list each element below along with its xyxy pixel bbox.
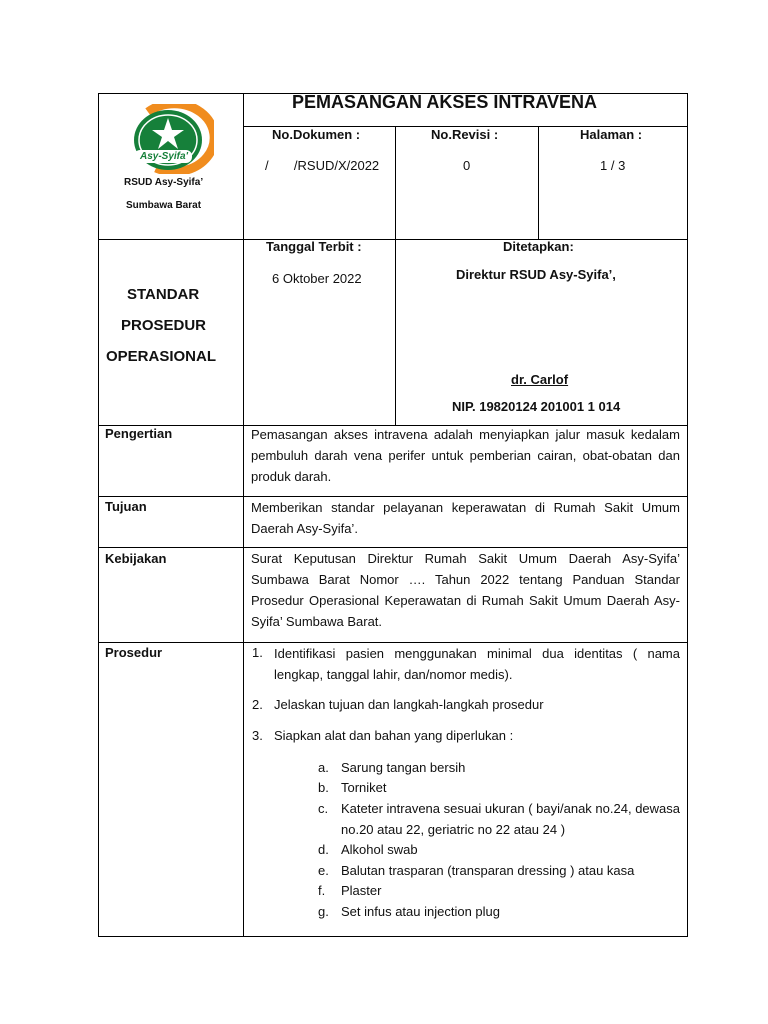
step-text: Siapkan alat dan bahan yang diperlukan : — [274, 728, 514, 743]
item-letter: g. — [318, 904, 329, 919]
ditetapkan-label: Ditetapkan: — [503, 239, 574, 254]
header-divider — [98, 239, 688, 240]
kebijakan-text: Surat Keputusan Direktur Rumah Sakit Umum Daerah Asy-Syifa’ Sumbawa Barat Nomor …. Tahun 2022 tentang Panduan Standar Prosedur Operasional Keperawatan di Rumah Sakit Umum Daerah Asy-Syifa’ Sumbawa Barat. — [251, 551, 680, 629]
item-letter: c. — [318, 801, 329, 816]
step-number: 1. — [252, 645, 263, 660]
halaman-value: 1 / 3 — [600, 158, 626, 173]
pengertian-label: Pengertian — [105, 426, 173, 441]
sop-label-line3: OPERASIONAL — [106, 348, 217, 365]
direktur-title: Direktur RSUD Asy-Syifa’, — [456, 267, 616, 282]
revisi-value: 0 — [463, 158, 471, 173]
revisi-halaman-divider — [538, 126, 539, 239]
doc-no-value: / /RSUD/X/2022 — [265, 158, 380, 173]
doc-revisi-divider — [395, 126, 396, 426]
sop-label-line2: PROSEDUR — [121, 317, 207, 334]
item-text: Kateter intravena sesuai ukuran ( bayi/anak no.24, dewasa no.20 atau 22, geriatric no 22 atau 24 ) — [341, 801, 680, 837]
org-name: RSUD Asy-Syifa’ — [124, 177, 204, 188]
prosedur-label: Prosedur — [105, 645, 163, 660]
signatory-nip: NIP. 19820124 201001 1 014 — [452, 399, 621, 414]
label-column-divider — [243, 93, 244, 937]
step-number: 2. — [252, 697, 263, 712]
halaman-label: Halaman : — [580, 127, 643, 142]
page-title: PEMASANGAN AKSES INTRAVENA — [292, 92, 598, 112]
step-text: Jelaskan tujuan dan langkah-langkah prosedur — [274, 697, 544, 712]
doc-no-label: No.Dokumen : — [272, 127, 361, 142]
table-border-left — [98, 93, 99, 937]
table-border-bottom — [98, 936, 688, 937]
step-number: 3. — [252, 728, 263, 743]
kebijakan-label: Kebijakan — [105, 551, 167, 566]
item-text: Set infus atau injection plug — [341, 904, 500, 919]
item-letter: e. — [318, 863, 329, 878]
logo-text: Asy-Syifa' — [140, 151, 188, 162]
item-text: Sarung tangan bersih — [341, 760, 466, 775]
tanggal-terbit-value: 6 Oktober 2022 — [272, 271, 362, 286]
revisi-label: No.Revisi : — [431, 127, 499, 142]
item-text: Balutan trasparan (transparan dressing ) atau kasa — [341, 863, 635, 878]
item-letter: f. — [318, 883, 326, 898]
signatory-name: dr. Carlof — [511, 372, 569, 387]
item-text: Torniket — [341, 780, 387, 795]
tanggal-terbit-label: Tanggal Terbit : — [266, 239, 362, 254]
tujuan-label: Tujuan — [105, 499, 147, 514]
table-border-right — [687, 93, 688, 937]
item-letter: d. — [318, 842, 329, 857]
org-location: Sumbawa Barat — [126, 200, 202, 211]
hospital-logo — [126, 104, 214, 174]
item-text: Plaster — [341, 883, 382, 898]
sop-label-line1: STANDAR — [127, 286, 200, 303]
item-letter: a. — [318, 760, 329, 775]
step-text: Identifikasi pasien menggunakan minimal dua identitas ( nama lengkap, tanggal lahir, dan/nomor medis). — [274, 646, 680, 682]
item-letter: b. — [318, 780, 329, 795]
item-text: Alkohol swab — [341, 842, 418, 857]
tujuan-text: Memberikan standar pelayanan keperawatan di Rumah Sakit Umum Daerah Asy-Syifa’. — [251, 500, 680, 536]
pengertian-text: Pemasangan akses intravena adalah menyiapkan jalur masuk kedalam pembuluh darah vena perifer untuk pemberian cairan, obat-obatan dan produk darah. — [251, 427, 680, 484]
